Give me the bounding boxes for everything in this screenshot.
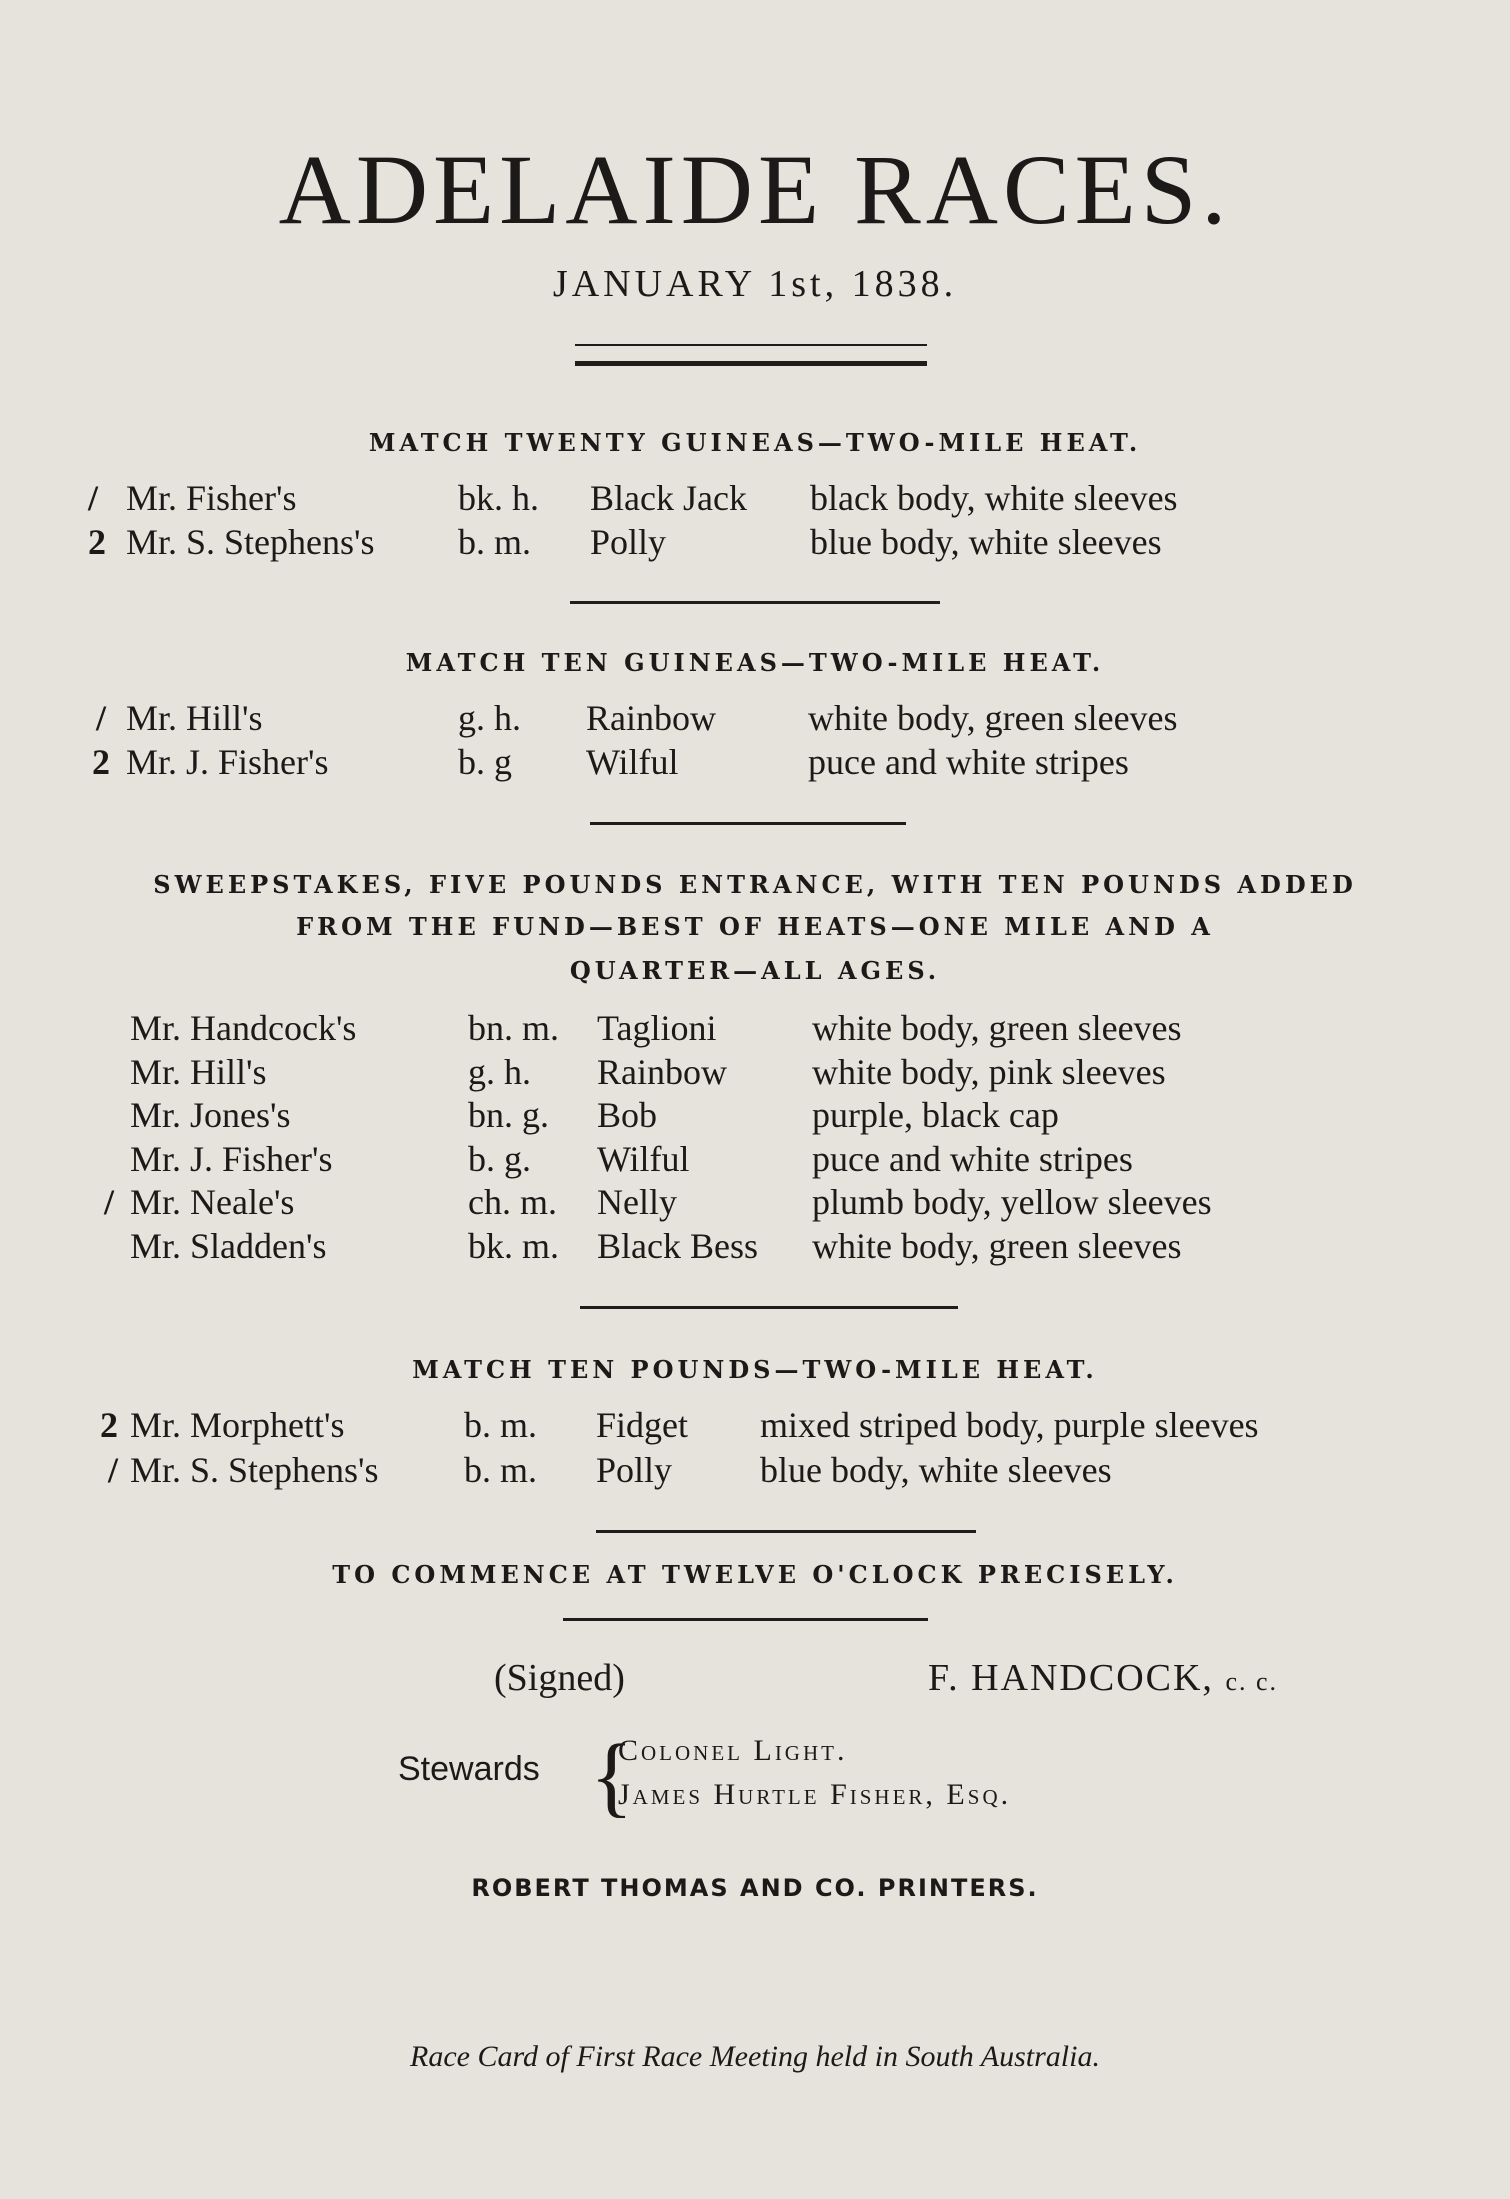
entry-horse: Polly bbox=[590, 522, 667, 562]
entry-colours: black body, white sleeves bbox=[810, 478, 1178, 518]
race-entry bbox=[0, 1449, 1510, 1493]
entry-owner: Mr. J. Fisher's bbox=[126, 742, 329, 782]
signed-block bbox=[928, 1656, 1278, 1700]
entry-horse: Taglioni bbox=[597, 1008, 717, 1048]
entry-colours: white body, pink sleeves bbox=[812, 1052, 1166, 1092]
entry-owner: Mr. Hill's bbox=[130, 1052, 267, 1092]
printer-credit: ROBERT THOMAS AND CO. PRINTERS. bbox=[471, 1874, 1039, 1902]
race-entry bbox=[0, 1007, 1510, 1051]
entry-colours: purple, black cap bbox=[812, 1095, 1059, 1135]
entry-colours: blue body, white sleeves bbox=[760, 1450, 1112, 1490]
entry-colours: mixed striped body, purple sleeves bbox=[760, 1405, 1259, 1445]
race-entry bbox=[0, 1404, 1510, 1448]
entry-mark: 2 bbox=[92, 742, 110, 782]
race-entry bbox=[0, 1051, 1510, 1095]
entry-type: b. m. bbox=[464, 1450, 538, 1490]
race-entry bbox=[0, 1094, 1510, 1138]
entry-colours: white body, green sleeves bbox=[808, 698, 1178, 738]
entry-owner: Mr. S. Stephens's bbox=[130, 1450, 379, 1490]
entry-owner: Mr. Handcock's bbox=[130, 1008, 357, 1048]
entry-type: bk. h. bbox=[458, 478, 539, 518]
entry-owner: Mr. Jones's bbox=[130, 1095, 291, 1135]
entry-type: bn. g. bbox=[468, 1095, 549, 1135]
race-entry bbox=[0, 1138, 1510, 1182]
divider bbox=[563, 1618, 928, 1621]
entry-horse: Bob bbox=[597, 1095, 658, 1135]
entry-mark: 2 bbox=[100, 1405, 118, 1445]
entry-horse: Rainbow bbox=[597, 1052, 727, 1092]
entry-mark: 2 bbox=[88, 522, 106, 562]
entry-owner: Mr. S. Stephens's bbox=[126, 522, 375, 562]
stewards-label: Stewards bbox=[398, 1750, 540, 1788]
image-caption: Race Card of First Race Meeting held in South Australia. bbox=[410, 2040, 1100, 2073]
entry-mark: / bbox=[96, 698, 107, 738]
entry-mark: / bbox=[88, 478, 99, 518]
entry-owner: Mr. Fisher's bbox=[126, 478, 297, 518]
entry-colours: blue body, white sleeves bbox=[810, 522, 1162, 562]
race-heading-line: FROM THE FUND—BEST OF HEATS—ONE MILE AND A bbox=[296, 912, 1214, 941]
entry-owner: Mr. Neale's bbox=[130, 1182, 295, 1222]
entry-owner: Mr. Morphett's bbox=[130, 1405, 345, 1445]
divider bbox=[580, 1306, 958, 1309]
race-heading-line: QUARTER—ALL AGES. bbox=[569, 956, 941, 985]
entry-type: b. g. bbox=[468, 1139, 531, 1179]
entry-mark: / bbox=[108, 1450, 119, 1490]
entry-type: bk. m. bbox=[468, 1226, 560, 1266]
race-entry bbox=[0, 1225, 1510, 1269]
divider bbox=[590, 822, 906, 825]
entry-horse: Fidget bbox=[596, 1405, 689, 1445]
race-heading: MATCH TWENTY GUINEAS—TWO-MILE HEAT. bbox=[368, 428, 1142, 457]
race-entry bbox=[0, 477, 1510, 521]
entry-type: b. m. bbox=[458, 522, 532, 562]
steward-name: Colonel Light. bbox=[618, 1734, 848, 1767]
entry-horse: Wilful bbox=[586, 742, 679, 782]
steward-name: James Hurtle Fisher, Esq. bbox=[618, 1778, 1012, 1811]
entry-colours: white body, green sleeves bbox=[812, 1008, 1182, 1048]
entry-type: ch. m. bbox=[468, 1182, 557, 1222]
race-entry bbox=[0, 741, 1510, 785]
race-heading: MATCH TEN GUINEAS—TWO-MILE HEAT. bbox=[405, 648, 1105, 677]
entry-type: g. h. bbox=[458, 698, 521, 738]
race-entry bbox=[0, 697, 1510, 741]
entry-type: b. m. bbox=[464, 1405, 538, 1445]
signed-title: c. c. bbox=[1225, 1667, 1279, 1696]
entry-horse: Black Bess bbox=[597, 1226, 758, 1266]
entry-mark: / bbox=[104, 1182, 115, 1222]
divider bbox=[570, 601, 940, 604]
race-entry bbox=[0, 521, 1510, 565]
signed-label: (Signed) bbox=[494, 1657, 625, 1699]
race-heading: MATCH TEN POUNDS—TWO-MILE HEAT. bbox=[412, 1355, 1098, 1384]
entry-colours: puce and white stripes bbox=[808, 742, 1129, 782]
entry-horse: Nelly bbox=[597, 1182, 677, 1222]
entry-horse: Polly bbox=[596, 1450, 673, 1490]
entry-owner: Mr. J. Fisher's bbox=[130, 1139, 333, 1179]
entry-horse: Wilful bbox=[597, 1139, 690, 1179]
divider bbox=[596, 1530, 976, 1533]
entry-horse: Rainbow bbox=[586, 698, 716, 738]
race-heading-line: SWEEPSTAKES, FIVE POUNDS ENTRANCE, WITH TEN POUNDS ADDED bbox=[153, 870, 1357, 899]
divider bbox=[575, 344, 927, 346]
page-title: ADELAIDE RACES. bbox=[278, 134, 1232, 245]
entry-horse: Black Jack bbox=[590, 478, 747, 518]
brace-icon: { bbox=[590, 1727, 634, 1826]
entry-type: bn. m. bbox=[468, 1008, 560, 1048]
signed-name: F. HANDCOCK, bbox=[928, 1657, 1214, 1699]
entry-colours: puce and white stripes bbox=[812, 1139, 1133, 1179]
entry-colours: white body, green sleeves bbox=[812, 1226, 1182, 1266]
race-date: JANUARY 1st, 1838. bbox=[552, 263, 958, 305]
entry-type: g. h. bbox=[468, 1052, 531, 1092]
entry-colours: plumb body, yellow sleeves bbox=[812, 1182, 1212, 1222]
race-entry bbox=[0, 1181, 1510, 1225]
entry-type: b. g bbox=[458, 742, 512, 782]
entry-owner: Mr. Sladden's bbox=[130, 1226, 327, 1266]
entry-owner: Mr. Hill's bbox=[126, 698, 263, 738]
commence-notice: TO COMMENCE AT TWELVE O'CLOCK PRECISELY. bbox=[332, 1560, 1178, 1589]
divider bbox=[575, 361, 927, 366]
